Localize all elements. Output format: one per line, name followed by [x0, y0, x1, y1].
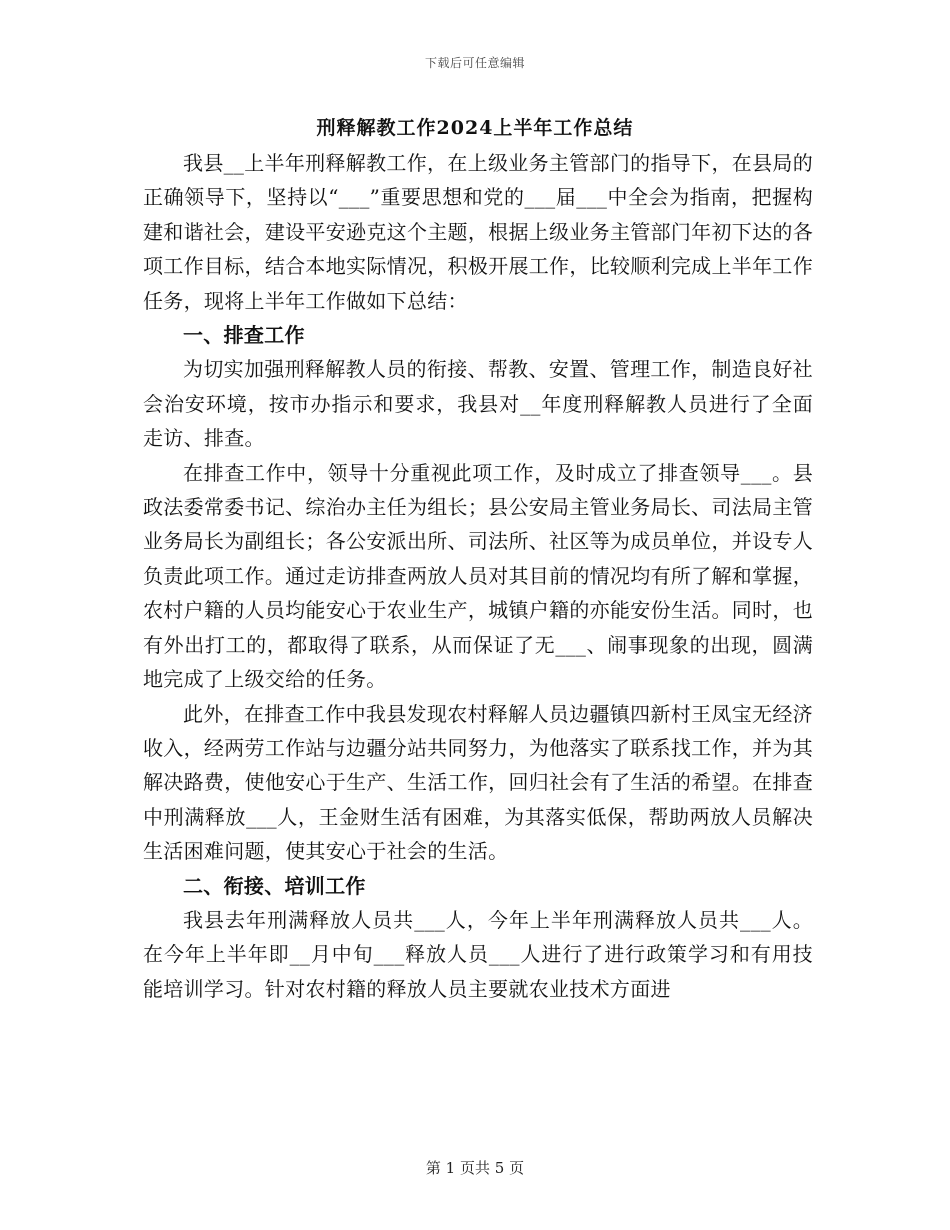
paragraph: 我县去年刑满释放人员共___人，今年上半年刑满释放人员共___人。在今年上半年即__月中旬___释放人员___人进行了进行政策学习和有用技能培训学习。针对农村籍的释放人员主要就农业技术方面进	[143, 907, 813, 1001]
document-body	[143, 146, 813, 1006]
document-title: 刑释解教工作2024上半年工作总结	[316, 117, 634, 139]
intro-paragraph: 我县__上半年刑释解教工作，在上级业务主管部门的指导下，在县局的正确领导下，坚持以“___”重要思想和党的___届___中全会为指南，把握构建和谐社会，建设平安逊克这个主题，根据上级业务主管部门年初下达的各项工作目标，结合本地实际情况，积极开展工作，比较顺利完成上半年工作任务，现将上半年工作做如下总结：	[143, 151, 813, 313]
paragraph: 在排查工作中，领导十分重视此项工作，及时成立了排查领导___。县政法委常委书记、综治办主任为组长；县公安局主管业务局长、司法局主管业务局长为副组长；各公安派出所、司法所、社区等为成员单位，并设专人负责此项工作。通过走访排查两放人员对其目前的情况均有所了解和掌握，农村户籍的人员均能安心于农业生产，城镇户籍的亦能安份生活。同时，也有外出打工的，都取得了联系，从而保证了无___、闹事现象的出现，圆满地完成了上级交给的任务。	[143, 460, 813, 692]
section-heading-training: 二、衔接、培训工作	[183, 873, 366, 898]
paragraph: 此外，在排查工作中我县发现农村释解人员边疆镇四新村王凤宝无经济收入，经两劳工作站与边疆分站共同努力，为他落实了联系找工作，并为其解决路费，使他安心于生产、生活工作，回归社会有了生活的希望。在排查中刑满释放___人，王金财生活有困难，为其落实低保，帮助两放人员解决生活困难问题，使其安心于社会的生活。	[143, 701, 813, 864]
section-heading-investigation: 一、排查工作	[183, 323, 305, 348]
page-footer: 第 1 页共 5 页	[425, 1159, 525, 1177]
paragraph: 为切实加强刑释解教人员的衔接、帮教、安置、管理工作，制造良好社会治安环境，按市办指示和要求，我县对__年度刑释解教人员进行了全面走访、排查。	[143, 357, 813, 451]
header-note: 下载后可任意编辑	[424, 56, 525, 70]
